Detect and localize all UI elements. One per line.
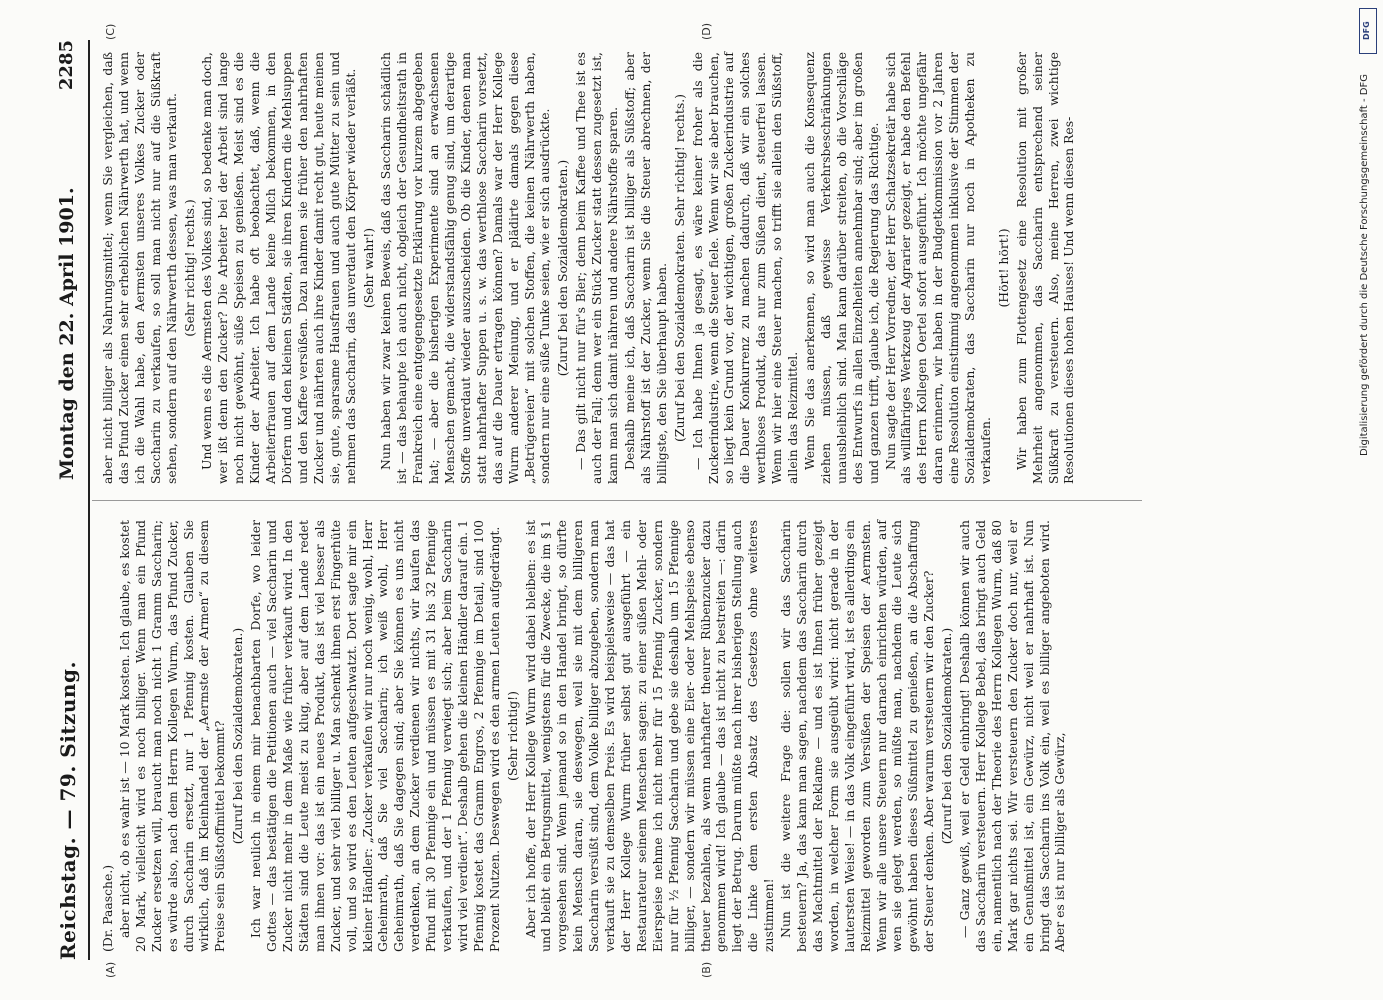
paragraph: — Ich habe Ihnen ja gesagt, es wäre keiner froher als die Zuckerindustrie, wenn die Steuer fiele. Wenn wir sie aber brauchen, so liegt kein Grund vor, der wichtigen, großen Zuckerindustrie auf die Dauer Konkurrenz zu machen dadurch, daß wir ein solches werthloses Produkt, das nur zum Süßen dient, steuerfrei lassen. Wenn wir hier eine Steuer machen, so trifft sie allein den Süßstoff, allein das Reizmittel. — [689, 52, 801, 484]
margin-b: (B) — [700, 961, 713, 978]
paragraph: Wenn Sie das anerkennen, so wird man auch die Konsequenz ziehen müssen, daß gewisse Verkehrsbeschränkungen unausbleiblich sind. Man kann darüber streiten, ob die Vorschläge des Entwurfs in allen Einzelheiten annehmbar sind; aber im großen und ganzen trifft, glaube ich, die Regierung das Richtige. — [801, 52, 881, 484]
speaker-label: (Dr. Paasche.) — [100, 864, 115, 952]
paragraph: Ich war neulich in einem mir benachbarten Dorfe, wo leider Gottes — das bestätigen die Petitionen auch — viel Saccharin und Zucker nicht mehr in dem Maße wie früher verkauft wird. In den Städten sind die Leute meist zu klug, aber auf dem Lande redet man ihnen vor: das ist ein neues Produkt, das ist viel besser als Zucker, und sehr viel billiger u. Man schenkt ihnen erst Fingerhüte voll, und so wird es den Leuten aufgeschwatzt. Dort sagte mir ein kleiner Händler: „Zucker verkaufen wir nur noch wenig, wohl, Herr Geheimrath, daß Sie viel Saccharin; ich weiß wohl, Herr Geheimrath, daß Sie dagegen sind; aber Sie können es uns nicht verdenken, an dem Zucker verdienen wir nichts, wir kaufen das Pfund mit 30 Pfennige ein und müssen es mit 31 bis 32 Pfennige verkaufen, und der 1 Pfennig verwiegt sich; aber beim Saccharin wird viel verdient“. Deshalb gehen die kleinen Händler darauf ein. 1 Pfennig kostet das Gramm Engros, 2 Pfennige im Detail, sind 100 Prozent Nutzen. Deswegen wird es den armen Leuten aufgedrängt. — [248, 520, 502, 952]
paragraph: — Ganz gewiß, weil er Geld einbringt! Deshalb können wir auch das Saccharin versteuern. Herr Kollege Bebel, das bringt auch Geld ein, namentlich nach der Theorie des Herrn Kollegen Wurm, daß 80 Mark gar nichts sei. Wir versteuern den Zucker doch nur, weil er ein Genußmittel ist, ein Gewürz, nicht weil er nahrhaft ist. Nun bringt das Saccharin ins Volk ein, weil es billiger angeboten wird. Aber es ist nur billiger als Gewürz, — [957, 520, 1068, 952]
paragraph: Deshalb meine ich, daß Saccharin ist billiger als Süßstoff; aber als Nährstoff ist der Zucker, wenn Sie die Steuer abrechnen, der billigste, den Sie überhaupt haben. — [622, 52, 669, 484]
paragraph: Und wenn es die Aermsten des Volkes sind, so bedenke man doch, wer ißt denn den Zucker? Die Arbeiter bei der Arbeit sind lange noch nicht gewöhnt, süße Speisen zu genießen. Meist sind es die Kinder der Arbeiter. Ich habe oft beobachtet, daß, wenn die Arbeiterfrauen auf dem Lande keine Milch bekommen, in den Dörfern und den kleinen Städten, sie ihren Kindern die Mehlsuppen und den Kaffee versüßen. Dazu nahmen sie früher den nahrhaften Zucker und nährten auch ihre Kinder damit recht gut, heute meinen sie, gute, sparsame Hausfrauen und auch gute Mütter zu sein und nehmen das Saccharin, das unverdaut den Körper wieder verläßt. — [199, 52, 358, 484]
dfg-logo-icon: DFG — [1359, 8, 1377, 54]
paragraph: aber nicht billiger als Nahrungsmittel; wenn Sie vergleichen, daß das Pfund Zucker einen sehr erheblichen Nährwerth hat, und wenn ich die Wahl habe, den Aermsten unseres Volkes Zucker oder Saccharin zu verkaufen, so soll man nicht nur auf die Süßkraft sehen, sondern auf den Nährwerth dessen, was man verkauft. — [100, 52, 179, 484]
column-divider — [92, 500, 1142, 501]
header-date: Montag den 22. April 1901. — [56, 187, 78, 480]
paragraph: Nun ist die weitere Frage die: sollen wir das Saccharin besteuern? Ja, das kann man sagen, nachdem das Saccharin durch das Machtmittel der Reklame — und es ist Ihnen früher gezeigt worden, in welcher Form sie ausgeübt wird: nicht gerade in der lautersten Weise! — in das Volk eingeführt wird, ist es allerdings ein Reizmittel geworden zum Versüßen der Speisen der Aermsten. Wenn wir alle unsere Steuern nur darnach einrichten würden, auf wen sie gelegt werden, so müßte man, nachdem die Leute sich gewöhnt haben dieses Süßmittel zu genießen, an die Abschaffung der Steuer denken. Aber warum versteuern wir den Zucker? — [778, 520, 937, 952]
header-left: Reichstag. — 79. Sitzung. — [56, 661, 80, 960]
credit-text: Digitalisierung gefördert durch die Deutsche Forschungsgemeinschaft - DFG — [1359, 74, 1370, 457]
paragraph: Aber ich hoffe, der Herr Kollege Wurm wird dabei bleiben: es ist und bleibt ein Betrugsmittel, wenigstens für die Zwecke, die im § 1 vorgesehen sind. Wenn jemand so in den Handel bringt, so dürfte kein Mensch daran, sie deswegen, weil sie mit dem billigeren Saccharin versüßt sind, dem Volke billiger abzugeben, sondern man verkauft sie zu demselben Preis. Es wird beispielsweise — das hat der Herr Kollege Wurm früher selbst gut ausgeführt — ein Restaurateur seinem Menschen sagen: zu einer süßen Mehl- oder Eierspeise nehme ich nicht mehr für 15 Pfennig Zucker, sondern nur für ½ Pfennig Saccharin und gebe sie deshalb um 15 Pfennige billiger, — sondern wir müssen eine Eier- oder Mehlspeise ebenso theuer bezahlen, als wenn nahrhafter theurer Rübenzucker dazu genommen wird! Ich glaube — das ist nicht zu bestreiten —: darin liegt der Betrug. Darum müßte nach ihrer bisherigen Stellung auch die Linke dem ersten Absatz des Gesetzes ohne weiteres zustimmen! — [522, 520, 777, 952]
paragraph: Nun sagte der Herr Vorredner, der Herr Schatzsekretär habe sich als willfähriges Werkzeug der Agrarier gezeigt, er habe den Befehl des Herrn Kollegen Oertel sofort ausgeführt. Ich möchte ungefähr daran erinnern, wir haben in der Budgetkommission vor 2 Jahren eine Resolution einstimmig angenommen inklusive der Stimmen der Sozialdemokraten, das Saccharin nur noch in Apotheken zu verkaufen. — [882, 52, 993, 484]
margin-a: (A) — [104, 961, 117, 978]
interjection: (Sehr richtig!) — [504, 691, 520, 781]
right-column — [100, 52, 1078, 484]
paragraph: — Das gilt nicht nur für's Bier; denn beim Kaffee und Thee ist es auch der Fall; denn wer ein Stück Zucker statt dessen zugesetzt ist, kann man sich damit nähren und andere Nährstoffe sparen. — [573, 52, 621, 484]
digitization-credit — [1359, 14, 1375, 994]
paragraph: aber nicht, ob es wahr ist — 10 Mark kosten. Ich glaube, es kostet 20 Mark, vielleicht wird es noch billiger. Wenn man ein Pfund Zucker ersetzen will, braucht man noch nicht 1 Gramm Saccharin; es würde also, nach dem Herrn Kollegen Wurm, das Pfund Zucker, durch Saccharin ersetzt, nur 1 Pfennig kosten. Glauben Sie wirklich, daß im Kleinhandel der „Aermste der Armen“ zu diesem Preise sein Süßstoffmittel bekommt? — [116, 520, 228, 952]
interjection: (Hört! hört!) — [995, 228, 1011, 308]
paragraph: Nun haben wir zwar keinen Beweis, daß das Saccharin schädlich ist — das behaupte ich auch nicht, obgleich der Gesundheitsrath in Frankreich eine entgegengesetzte Erklärung vor kurzem abgegeben hat; — aber die bisherigen Experimente sind an erwachsenen Menschen gemacht, die widerstandsfähig genug sind, um derartige Stoffe unverdaut wieder auszuscheiden. Ob die Kinder, denen man statt nahrhafter Suppen u. s. w. das werthlose Saccharin vorsetzt, das auf die Dauer ertragen können? Damals war der Herr Kollege Wurm anderer Meinung, und er plädirte damals gegen diese „Betrügereien“ mit solchen Stoffen, die keinen Nährwerth haben, sondern nur eine süße Tunke seien, wie er sich ausdrückte. — [378, 52, 553, 484]
interjection: (Zuruf bei den Sozialdemokraten.) — [230, 627, 246, 845]
interjection: (Zuruf bei den Sozialdemokraten.) — [555, 159, 571, 377]
page-number: 2285 — [56, 40, 77, 91]
interjection: (Zuruf bei den Sozialdemokraten.) — [939, 627, 955, 845]
paragraph: Wir haben zum Flottengesetz eine Resolution mit großer Mehrheit angenommen, das Saccharin entsprechend seiner Süßkraft zu versteuern. Also, meine Herren, zwei wichtige Resolutionen dieses hohen Hauses! Und wenn diesen Res- — [1013, 52, 1077, 484]
interjection: (Sehr richtig! rechts.) — [181, 199, 197, 337]
interjection: (Zuruf bei den Sozialdemokraten. Sehr richtig! rechts.) — [671, 94, 687, 442]
interjection: (Sehr wahr!) — [360, 227, 376, 309]
margin-c: (C) — [104, 23, 117, 40]
page-header — [50, 40, 90, 960]
left-column — [100, 520, 1069, 952]
margin-d: (D) — [700, 22, 713, 40]
